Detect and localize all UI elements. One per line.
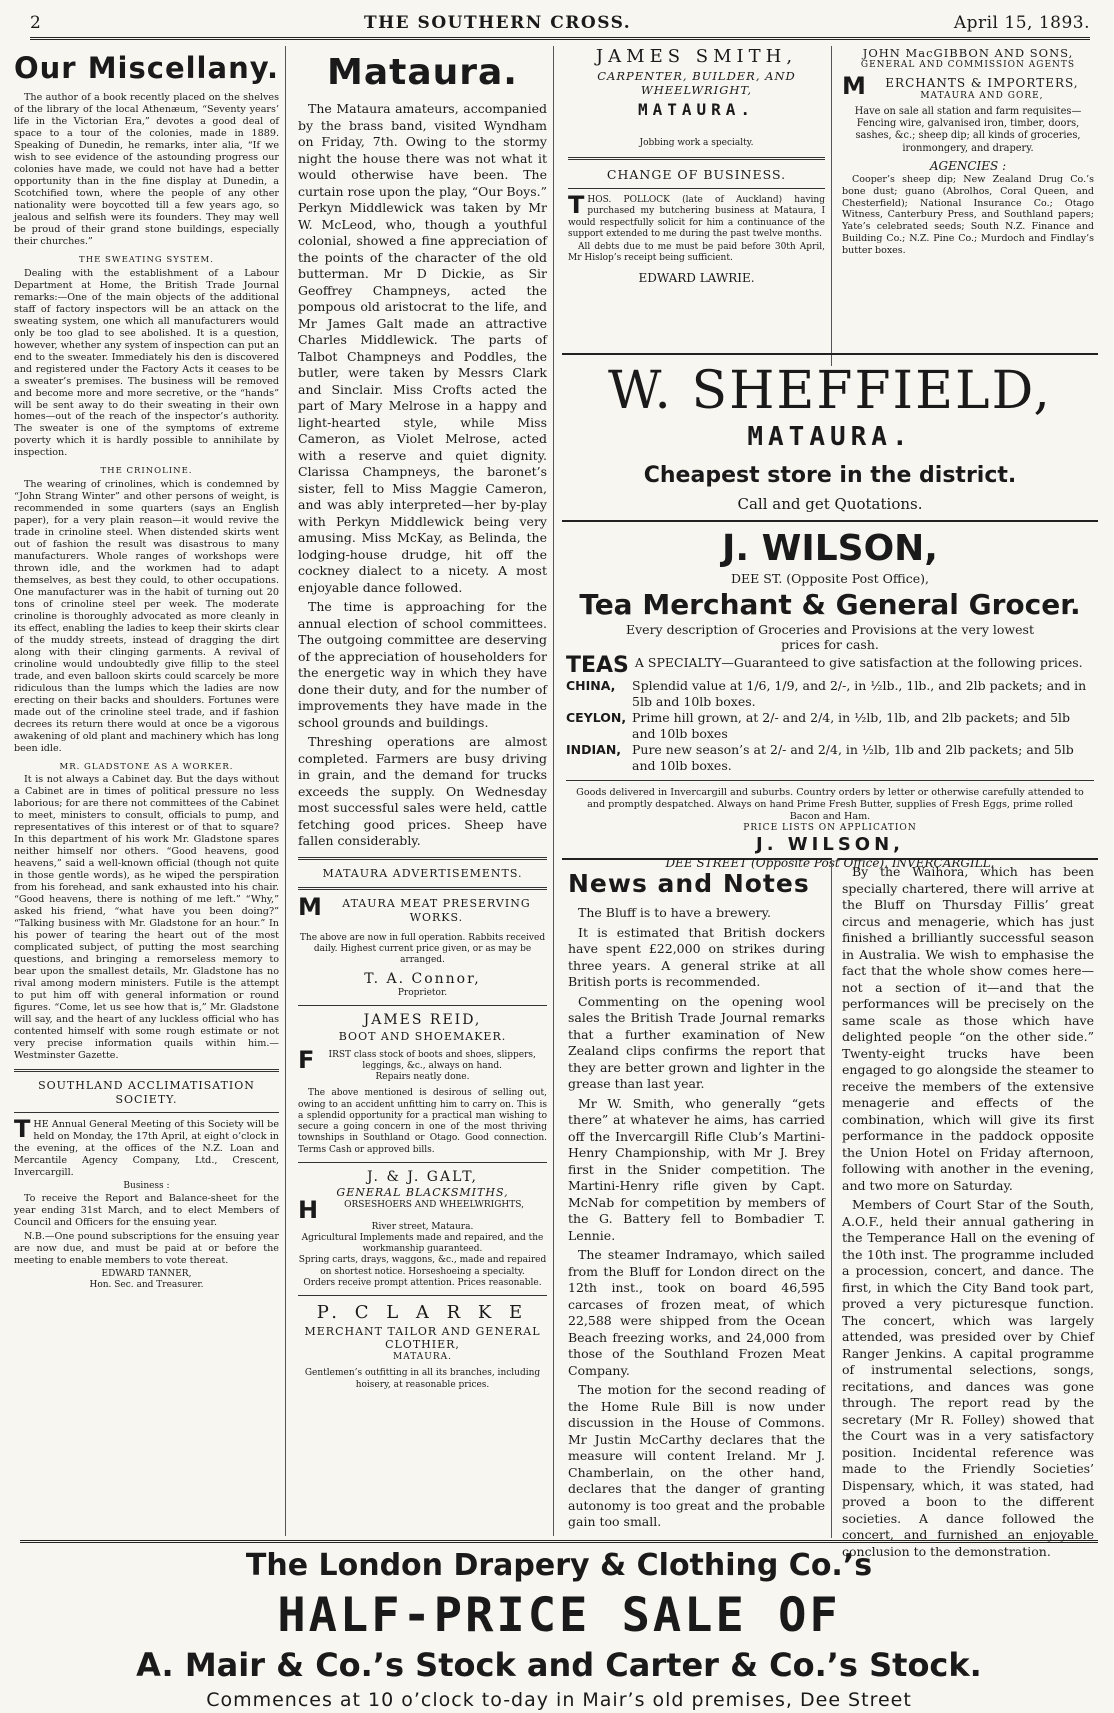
meat-works-owner: T. A. Connor,: [364, 970, 481, 987]
news-item: Commenting on the opening wool sales the British Trade Journal remarks that a further examination of New Zealand clips confirms the report that they are better grown and lighter in the grease than last year.: [568, 993, 825, 1092]
newspaper-title: THE SOUTHERN CROSS.: [363, 12, 632, 33]
news-title: News and Notes: [568, 869, 810, 898]
wilson-teas-row: [566, 652, 1094, 678]
crinoline-paragraph: The wearing of crinolines, which is condemned by “John Strang Winter” and other persons of weight, is recommended in some quarters (says an English paper), for a very plain reason—it would revive the trade in crinoline steel. When distended skirts went out of fashion the result was disastrous to many manufacturers. Whole ranges of workshops were thrown idle, and the workmen had to adapt themselves, as best they could, to other occupations. One manufacturer was in the habit of turning out 20 tons of crinoline steel per week. The moderate crinoline is thoroughly advocated as more cleanly in its effect, enabling the ladies to keep their skirts clear of the muddy streets, instead of dragging the dirt along with their clinging garments. A revival of crinoline would undoubtedly give fillip to the steel trade, and even balloon skirts could scarcely be more ridiculous than the lumps which the ladies are now erecting on their backs and shoulders. Fortunes were made out of the crinoline steel trade, and if fashion decrees its return there would at once be a vigorous awakening of old plant and machinery which has long been idle.: [14, 479, 279, 754]
miscellany-paragraph: The author of a book recently placed on the shelves of the library of the local Athenæum, “Seventy years’ life in the Victorian Era,” devotes a good deal of space to a tour of the colonies, made in 1889. Speaking of Dunedin, he remarks, inter alia, “If we wish to see evidence of the astounding progress our colonies have made, we could not have had a better opportunity than in the fine display at Dunedin, a Scotchified town, where the people of any other nationality were boycotted till a few years ago, so jealous and selfish were its founders. They may well be proud of their grand stone buildings, especially their churches.”: [14, 92, 279, 248]
society-title: SOUTHLAND ACCLIMATISATION SOCIETY.: [38, 1078, 255, 1106]
wilson-indian-row: [566, 742, 1094, 773]
mataura-paragraph: The time is approaching for the annual election of school committees. The outgoing committee are deserving of the appreciation of householders for the energetic way in which they have done their duty, and for the number of improvements they have made in the school grounds and buildings.: [298, 599, 547, 730]
macgibbon-dropcap: M: [842, 71, 867, 100]
divider: [298, 1295, 547, 1296]
reid-name: JAMES REID,: [363, 1012, 482, 1029]
galt-text: Spring carts, drays, waggons, &c., made and repaired on shortest notice. Horseshoeing a specialty.: [298, 1255, 547, 1277]
clarke-text: Gentlemen’s outfitting in all its branches, including hoisery, at reasonable prices.: [304, 1368, 541, 1390]
divider: [566, 780, 1094, 781]
macgibbon-text: Have on sale all station and farm requisites—Fencing wire, galvanised iron, timber, doors, sashes, &c.; sheep dip; all kinds of groceries, ironmongery, and drapery.: [854, 105, 1082, 154]
mataura-paragraph: Threshing operations are almost completed. Farmers are busy driving in grain, and the demand for trucks exceeds the supply. On Wednesday most successful sales were held, cattle fetching good prices. Sheep have fallen considerably.: [298, 734, 547, 848]
sweating-paragraph: Dealing with the establishment of a Labour Department at Home, the British Trade Journal remarks:—One of the main objects of the additional staff of factory inspectors will be an attack on the sweating system, one which all manufacturers would only be too glad to see abolished. It is a question, however, whether any system of inspection can put an end to the sweater. Immediately his den is discovered and registered under the Factory Acts it ceases to be a sweater’s premises. The business will be removed and become more and more secretive, or the “hands” will be sent away to do their sweating in their own homes—out of the reach of the inspector’s authority. The sweater is one of the symptoms of extreme poverty which it is hardly possible to annihilate by inspection.: [14, 267, 279, 459]
macgibbon-role: GENERAL AND COMMISSION AGENTS: [860, 60, 1076, 71]
mataura-title: Mataura.: [327, 52, 518, 93]
sweating-heading: THE SWEATING SYSTEM.: [79, 255, 214, 266]
wilson-china-label: CHINA,: [566, 677, 616, 693]
page-number: 2: [30, 12, 42, 33]
miscellany-column: [14, 46, 286, 1536]
news-item: The Bluff is to have a brewery.: [578, 905, 771, 921]
clarke-name: P. C L A R K E: [316, 1302, 529, 1324]
society-dropcap: T: [14, 1115, 31, 1144]
macgibbon-agencies-label: AGENCIES :: [929, 158, 1007, 173]
divider: [14, 1112, 279, 1113]
news-item: Mr W. Smith, who generally “gets there” at whatever he aims, has carried off the Invercargill Rifle Club’s Martini-Henry Championship, with Mr J. Brey first in the Snider competition. The Martini-Henry rifle given by Capt. McNab for competition by members of the G. Battery fell to Bombadier T. Lennie.: [568, 1095, 825, 1243]
mataura-column: [292, 46, 554, 1536]
wilson-ad: [562, 520, 1098, 871]
smith-town: MATAURA.: [637, 100, 756, 120]
smith-note: Jobbing work a specialty.: [639, 138, 754, 149]
banner-stock: A. Mair & Co.’s Stock and Carter & Co.’s Stock.: [136, 1646, 982, 1685]
wilson-name: J. WILSON,: [722, 528, 938, 569]
society-business-text: To receive the Report and Balance-sheet for the year ending 31st March, and to elect Members of Council and Officers for the ensuing year.: [14, 1192, 279, 1228]
society-notice: [14, 1115, 279, 1179]
meat-works-text: The above are now in full operation. Rabbits received daily. Highest current price given, or as may be arranged.: [299, 932, 546, 966]
banner-time: Commences at 10 o’clock to-day in Mair’s old premises, Dee Street: [206, 1689, 912, 1712]
mataura-paragraph: The Mataura amateurs, accompanied by the brass band, visited Wyndham on Friday, 7th. Owing to the stormy night the house there was not what it would otherwise have been. The curtain rose upon the play, “Our Boys.” Perkyn Middlewick was taken by Mr W. McLeod, who, though a youthful colonial, showed a fine appreciation of the points of the character of the old butterman. Mr D Dickie, as Sir Geoffrey Champneys, acted the pompous old aristocrat to the life, and Mr James Galt made an attractive Charles Middlewick. The parts of Talbot Champneys and Poddles, the butler, were taken by Messrs Clark and Sinclair. Miss Crofts acted the part of Mary Melrose in a happy and light-hearted style, while Miss Cameron, as Violet Melrose, acted with a reserve and quiet dignity. Clarissa Champneys, the baronet’s sister, fell to Miss Maggie Cameron, and was ably interpreted—her by-play with Perkyn Middlewick being very amusing. Miss McKay, as Belinda, the lodging-house drudge, hit off the cockney dialect to a nicety. A most enjoyable dance followed.: [298, 101, 547, 595]
wilson-trade: Tea Merchant & General Grocer.: [579, 587, 1081, 621]
reid-ad: [298, 1045, 547, 1074]
wilson-address: DEE ST. (Opposite Post Office),: [731, 571, 929, 586]
divider: [568, 157, 825, 160]
society-signature-name: EDWARD TANNER,: [101, 1268, 192, 1279]
change-notice: [568, 191, 825, 240]
change-notice-text: HOS. POLLOCK (late of Auckland) having purchased my butchering business at Mataura, I would respectfully solicit for him a continuance of the support extended to me during the past twelve months.: [568, 195, 825, 239]
macgibbon-agencies: Cooper’s sheep dip; New Zealand Drug Co.’s bone dust; guano (Abrolhos, Coral Queen, and Chesterfield); National Insurance Co.; Otago Witness, Canterbury Press, and Southland papers; Yate’s celebrated seeds; South N.Z. Finance and Building Co.; N.Z. Pine Co.; Murdoch and Findlay’s butter boxes.: [842, 173, 1094, 257]
miscellany-title: Our Miscellany.: [14, 51, 279, 85]
smith-name: JAMES SMITH,: [595, 46, 798, 67]
divider: [298, 1005, 547, 1006]
wilson-ceylon-text: Prime hill grown, at 2/- and 2/4, in ½lb, 1lb, and 2lb packets; and 5lb and 10lb boxes: [632, 710, 1071, 741]
wilson-intro: Every description of Groceries and Provisions at the very lowest prices for cash.: [626, 621, 1034, 653]
wilson-ceylon-label: CEYLON,: [566, 710, 627, 726]
smith-role: CARPENTER, BUILDER, AND WHEELWRIGHT,: [597, 68, 796, 97]
divider: [298, 887, 547, 890]
galt-dropcap: H: [298, 1196, 319, 1224]
sheffield-name: W. SHEFFIELD,: [608, 361, 1052, 421]
galt-trades: [298, 1196, 547, 1224]
galt-role: GENERAL BLACKSMITHS,: [336, 1186, 509, 1200]
galt-text: Orders receive prompt attention. Prices reasonable.: [303, 1277, 542, 1288]
meat-works-owner-role: Proprietor.: [397, 988, 448, 998]
galt-address: River street, Mataura.: [371, 1221, 474, 1232]
wilson-teas-label: TEAS: [566, 652, 629, 678]
smith-column: [562, 46, 832, 366]
divider: [298, 857, 547, 860]
reid-ad-text: IRST class stock of boots and shoes, slippers, leggings, &c., always on hand.: [328, 1049, 536, 1071]
news-item: Members of Court Star of the South, A.O.F., held their annual gathering in the Temperance Hall on the evening of the 10th inst. The programme included a procession, concert, and dance. The first, in which the City Band took part, proved a very picturesque function. The concert, which was largely attended, was presided over by Chief Ranger Jenkins. A capital programme of instrumental selections, songs, recitations, and dances was gone through. The report read by the secretary (Mr R. Folley) showed that the Court was in a very satisfactory position. Incidental reference was made to the Friendly Societies’ Dispensary, which, it was stated, had proved a boon to the different societies. A dance followed the concert, and furnished an enjoyable conclusion to the demonstration.: [842, 1197, 1094, 1559]
society-notice-text: HE Annual General Meeting of this Society will be held on Monday, the 17th April, at eight o’clock in the evening, at the offices of the N.Z. Loan and Mercantile Agency Company, Ltd., Crescent, Invercargill.: [14, 1119, 279, 1179]
reid-repairs: Repairs neatly done.: [375, 1072, 470, 1082]
macgibbon-towns: MATAURA AND GORE,: [920, 90, 1044, 101]
galt-trades-text: ORSESHOERS AND WHEELWRIGHTS,: [344, 1200, 524, 1210]
news-column-right: [838, 858, 1098, 1559]
news-item: The motion for the second reading of the Home Rule Bill is now under discussion in the House of Commons. Mr Justin McCarthy declares that the measure will content Ireland. Mr J. Chamberlain, on the other hand, declares that the danger of granting autonomy is too great and the probable gain too small.: [568, 1382, 825, 1530]
change-title: CHANGE OF BUSINESS.: [606, 166, 787, 182]
wilson-ceylon-row: [566, 710, 1094, 741]
page-header: [30, 14, 1090, 40]
news-item: The steamer Indramayo, which sailed from the Bluff for London direct on the 12th inst., took on board 46,595 carcases of frozen meat, of which 22,588 were shipped from the Ocean Beach freezing works, and 24,000 from those of the Southland Frozen Meat Company.: [568, 1247, 825, 1378]
meat-works-title: [298, 893, 547, 925]
wilson-china-text: Splendid value at 1/6, 1/9, and 2/-, in ½lb., 1lb., and 2lb packets; and in 5lb and 10lb boxes.: [632, 677, 1087, 709]
macgibbon-column: [838, 46, 1098, 366]
divider: [568, 188, 825, 189]
sheffield-cta: Call and get Quotations.: [737, 495, 923, 513]
sheffield-tagline: Cheapest store in the district.: [643, 462, 1017, 488]
reid-role: BOOT AND SHOEMAKER.: [338, 1029, 507, 1043]
wilson-signature-address: DEE STREET (Opposite Post Office), INVERCARGILL.: [665, 856, 995, 871]
change-debts: All debts due to me must be paid before 30th April, Mr Hislop’s receipt being sufficient.: [568, 242, 825, 264]
drapery-sale-banner: [20, 1540, 1098, 1712]
reid-dropcap: F: [298, 1045, 315, 1074]
sheffield-town: MATAURA.: [747, 422, 913, 452]
crinoline-heading: THE CRINOLINE.: [100, 466, 193, 477]
divider: [298, 1162, 547, 1163]
wilson-delivery: Goods delivered in Invercargill and suburbs. Country orders by letter or otherwise carefully attended to and promptly despatched. Always on hand Prime Fresh Butter, supplies of Fresh Eggs, prime rolled Bacon and Ham.: [576, 786, 1084, 822]
society-signature-role: Hon. Sec. and Treasurer.: [89, 1279, 204, 1290]
news-item: It is estimated that British dockers have spent £22,000 on strikes during three years. A general strike at all British ports is recommended.: [568, 924, 825, 990]
galt-text: Agricultural Implements made and repaired, and the workmanship guaranteed.: [301, 1232, 544, 1255]
society-nb: N.B.—One pound subscriptions for the ensuing year are now due, and must be paid at or before the meeting to enable members to vote thereat.: [14, 1230, 279, 1266]
news-item: By the Waihora, which has been specially chartered, there will arrive at the Bluff on Thursday Fillis’ great circus and menagerie, which has just finished a brilliantly successful season in Australia. We wish to emphasise the fact that the whole show comes here—not a section of it—and that the performances will be precisely on the same scale as those which have delighted people “on the other side.” Twenty-eight trucks have been engaged to go alongside the steamer to receive the members of the extensive menagerie and effects of the combination, which will give its first performance in the paddock opposite the Union Hotel on Friday afternoon, following with another in the evening, and two more on Saturday.: [842, 864, 1094, 1193]
macgibbon-name: JOHN MacGIBBON AND SONS,: [862, 46, 1074, 60]
meat-dropcap: M: [298, 893, 323, 922]
wilson-price-lists: PRICE LISTS ON APPLICATION: [743, 822, 917, 833]
clarke-town: MATAURA.: [393, 1352, 452, 1363]
divider: [14, 1069, 279, 1072]
wilson-indian-label: INDIAN,: [566, 742, 622, 758]
issue-date: April 15, 1893.: [953, 12, 1090, 33]
wilson-indian-text: Pure new season’s at 2/- and 2/4, in ½lb, 1lb and 2lb packets; and 5lb and 10lb boxes.: [632, 742, 1074, 773]
change-dropcap: T: [568, 191, 585, 220]
banner-sale: HALF-PRICE SALE OF: [277, 1587, 841, 1643]
meat-works-title-text: ATAURA MEAT PRESERVING WORKS.: [342, 897, 531, 924]
gladstone-heading: MR. GLADSTONE AS A WORKER.: [59, 761, 234, 772]
society-business-label: Business :: [123, 1181, 170, 1192]
change-signature: EDWARD LAWRIE.: [638, 270, 755, 285]
macgibbon-line-text: ERCHANTS & IMPORTERS,: [885, 75, 1079, 90]
wilson-china-row: [566, 678, 1094, 709]
clarke-role: MERCHANT TAILOR AND GENERAL CLOTHIER,: [304, 1324, 541, 1352]
gladstone-paragraph: It is not always a Cabinet day. But the days without a Cabinet are in times of political pressure no less laborious; for are there not committees of the Cabinet to meet, ministers to consult, officials to pump, and representatives of this interest or of that to square? In this department of his work Mr. Gladstone spares neither himself nor others. “Good heavens, good heavens,” said a well-known official (though not quite in those gentle words), as he wiped the perspiration from his forehead, and sank exhausted into his chair. “Good heavens, there is nothing of me left.” “Why,” asked his friend, “what have you been doing?” “Talking business with Mr. Gladstone for an hour.” In his power of tearing the heart out of the most complicated subject, of putting the most searching questions, and bringing a remorseless memory to bear upon the smallest details, Mr. Gladstone has no rival among modern ministers. Futile is the attempt to put him off with general information or round figures. “Come, let us see how that is,” Mr. Gladstone will say, and the heart of any luckless official who has contented himself with some rough estimate or not very precise information quails within him.—Westminster Gazette.: [14, 774, 279, 1061]
wilson-signature-name: J. WILSON,: [756, 833, 904, 855]
ads-heading: MATAURA ADVERTISEMENTS.: [322, 866, 523, 880]
sheffield-ad: [562, 353, 1098, 513]
banner-company: The London Drapery & Clothing Co.’s: [245, 1548, 873, 1583]
wilson-teas-text: A SPECIALTY—Guaranteed to give satisfaction at the following prices.: [634, 654, 1083, 670]
galt-name: J. & J. GALT,: [367, 1168, 478, 1185]
reid-sale-text: The above mentioned is desirous of selling out, owing to an accident unfitting him to carry on. This is a splendid opportunity for a practical man wishing to secure a going concern in one of the most thriving townships in Southland or Otago. Good connection. Terms Cash or approved bills.: [298, 1088, 547, 1155]
news-column: [562, 858, 832, 1538]
